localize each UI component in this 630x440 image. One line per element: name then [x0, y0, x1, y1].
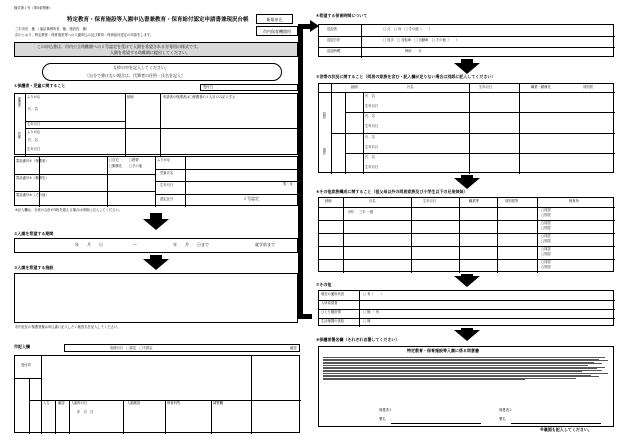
pickup-time-label: 送迎時間: [327, 49, 341, 53]
other-row3-option[interactable]: □ 無 ・ 有: [363, 310, 380, 314]
household-row2-name: 氏 名: [365, 114, 375, 118]
other-row3-label: ひとり親世帯: [321, 310, 341, 314]
household-row3-birth: 生年月日: [365, 145, 379, 149]
addressee: 三木市長 様 （福祉事務所長 様、施設長 様）: [15, 27, 90, 31]
section3-title: ③入園を希望する施設: [14, 265, 54, 270]
other-row4-option[interactable]: □ 無: [363, 319, 371, 323]
signature-guardian1-sign[interactable]: 署名: [379, 417, 386, 421]
section2-title: ②入園を希望する期間: [14, 231, 54, 236]
facility-box[interactable]: [14, 273, 298, 323]
flow-arrow-3: [454, 63, 480, 74]
family-row1-opt-live[interactable]: □同居: [541, 208, 551, 212]
notice-banner: [14, 42, 298, 57]
family-example-name: 三木 一郎: [359, 210, 374, 214]
intro-text: 次のとおり、特定教育・保育施設等への入園申込み及び教育・保育給付認定の申請をします。: [15, 33, 154, 37]
connector-vertical: [298, 24, 303, 319]
household-row1-birth: 生年月日: [365, 104, 379, 108]
section7-title: ⑦その他: [316, 282, 332, 287]
household-row2-birth: 生年月日: [365, 124, 379, 128]
period-tilde: 〜: [133, 242, 137, 247]
section8-title: ⑧保護者署名欄（それぞれ自署してください）: [316, 337, 400, 342]
family-col-name: 氏名: [369, 199, 376, 203]
back-side-note: ※裏面も記入してください。: [540, 427, 592, 432]
section5-title: ⑤世帯の状況に関すること（同居の家族を含む・記入欄が足りない場合は別紙に記入してください）: [316, 74, 496, 79]
pickup-person-options[interactable]: □ 父 □ 母 □ その他（ ）: [383, 27, 432, 31]
household-col-birth: 生年月日: [479, 84, 493, 89]
office-col-confirm: 確認: [58, 401, 65, 405]
pickup-person-label: 送迎者: [327, 27, 337, 31]
instruction-line-2: （自分で書けない場合は、代筆者の住所・氏名を記入）: [85, 72, 185, 78]
period-box: [14, 238, 298, 253]
connector-bottom: [298, 314, 312, 319]
flow-arrow-1: [143, 219, 169, 230]
form-title: 特定教育・保育施設等入園申込書兼教育・保育給付認定申請書兼現況台帳: [67, 17, 249, 23]
office-check-label: 確認: [290, 345, 297, 350]
consent-title: 特定教育・保育施設等入園に係る同意書: [407, 348, 479, 353]
family-table: [318, 197, 614, 272]
family-example-label: （例）: [346, 210, 356, 214]
family-col-birth: 生年月日: [423, 199, 437, 203]
office-col-entry-date: 入園年月日: [71, 401, 88, 405]
period-from[interactable]: 年 月 日: [75, 242, 103, 247]
notice-line-1: この申込書は、市内公立幼稚園への１号認定を受けて入園を希望される方専用の様式です。: [37, 43, 201, 49]
household-row1-name: 氏 名: [365, 94, 375, 98]
household-col-relation: 続柄: [351, 84, 358, 89]
section1-title: ①保護者・児童に関すること: [14, 83, 66, 88]
family-row3-opt-separate[interactable]: □別居: [541, 239, 551, 243]
notice-line-2: 入園を希望する幼稚園に提出してください。: [110, 50, 190, 55]
other-row1-label: 現在の通所状況: [321, 292, 345, 296]
household-table: [318, 83, 614, 173]
family-col-status: 同別居等: [505, 199, 519, 203]
office-row-1: [64, 344, 300, 352]
flow-arrow-5: [454, 276, 480, 287]
office-col-fee: 保育料等: [167, 401, 181, 405]
instruction-box: [42, 63, 282, 81]
form-number: 様式第１号（第5条関係）: [14, 6, 53, 10]
cert-category-label: 認定区分: [160, 197, 174, 201]
reception-date-box: [200, 84, 298, 91]
household-row4-birth: 生年月日: [365, 165, 379, 169]
period-until[interactable]: 就学前まで: [255, 242, 275, 247]
instruction-line-1: 太枠の中を記入してください。: [113, 65, 169, 70]
other-row2-label: 入所希望者: [321, 301, 338, 305]
office-col-input: 入力: [43, 401, 50, 405]
guardian-note: 申請者の保護者は□保護者の１人目のみ記入する: [163, 95, 236, 99]
flow-arrow-6: [454, 330, 480, 341]
family-row2-opt-separate[interactable]: □別居: [541, 226, 551, 230]
family-col-job: 職業等: [469, 199, 479, 203]
household-col-job: 職業・勤務先: [531, 84, 551, 89]
contact-opt-work[interactable]: □勤務先: [109, 164, 123, 168]
contact-row-3-label: 電話番号③（その他）: [16, 193, 49, 197]
office-title: 市記入欄: [14, 344, 30, 349]
signature-guardian2-sign[interactable]: 署名: [499, 417, 506, 421]
consent-body-lines: [323, 357, 611, 380]
child-furigana-label: ふりがな: [27, 130, 41, 134]
contact-block: [14, 156, 298, 206]
contact-row-1-label: 電話番号①（保護者）: [16, 159, 49, 163]
child2-name-label: 児童氏名: [160, 171, 174, 175]
child-label: 児童: [16, 132, 21, 139]
section1-footnote: ※記入欄は、全体の合計が3桁を超える場合は別紙に記入してください。: [15, 208, 123, 212]
guardian-furigana-label: ふりがな: [27, 95, 41, 99]
child-birth-label: 生年月日: [27, 147, 41, 151]
household-row4-name: 氏 名: [365, 155, 375, 159]
contact-row-2-label: 電話番号②（勤務先）: [16, 176, 49, 180]
family-row4-opt-separate[interactable]: □別居: [541, 252, 551, 256]
household-row3-name: 氏 名: [365, 135, 375, 139]
cert-category-value: １号認定: [243, 196, 259, 201]
office-block: [14, 355, 300, 433]
family-row5-opt-live[interactable]: □同居: [541, 260, 551, 264]
consent-box: [318, 346, 614, 427]
office-row1-text: 処理月日 □認定 □不認定: [110, 345, 153, 350]
family-col-nursery: 保育所: [569, 199, 579, 203]
pickup-table: [318, 24, 614, 57]
household-group-separate: 別居: [321, 148, 326, 155]
signature-guardian2-label: 保護者２: [499, 408, 513, 412]
gender-options[interactable]: 男・女: [283, 182, 293, 186]
pickup-time-options[interactable]: 時頃 分: [405, 49, 422, 53]
family-row3-opt-live[interactable]: □同居: [541, 234, 551, 238]
guardian-label: 保護者: [16, 97, 21, 107]
city-use-label: 市内保育機関用: [256, 26, 298, 36]
child-name-label: 氏 名: [28, 138, 38, 142]
guardian-birth-label: 生年月日: [27, 122, 41, 126]
other-row1-option[interactable]: □ 有（ ）: [363, 292, 384, 296]
section4-title: ④希望する保育時間について: [316, 13, 368, 18]
section6-title: ⑥その他家族構成に関すること（祖父母以外の同居家族及び小学生以下の兄弟姉妹）: [316, 189, 468, 194]
family-row4-opt-live[interactable]: □同居: [541, 247, 551, 251]
office-col-facility: 入園施設: [127, 401, 141, 405]
contact-opt-mobile[interactable]: □携帯: [129, 158, 139, 162]
pickup-method-options[interactable]: □ 徒歩 □ 自転車 □ 自動車 □ その他（ ）: [383, 38, 459, 42]
reception-date-label: 受付日: [203, 85, 213, 89]
other-row4-label: 生活保護の受給: [321, 319, 345, 323]
family-col-relation: 続柄: [325, 199, 332, 203]
guardian-relation-label: 続柄: [127, 95, 134, 99]
flow-arrow-2: [143, 259, 169, 270]
flow-arrow-4: [454, 178, 480, 189]
pickup-method-label: 送迎方法: [327, 38, 341, 42]
period-to[interactable]: 年 月 日まで: [173, 242, 209, 247]
family-row1-opt-separate[interactable]: □別居: [541, 213, 551, 217]
new-application-label: 新規申込: [256, 14, 293, 24]
child2-furigana-label: ふりがな: [157, 158, 171, 162]
family-row2-opt-live[interactable]: □同居: [541, 221, 551, 225]
office-stamp-label: 受付印: [21, 363, 31, 367]
contact-opt-home[interactable]: □自宅: [109, 158, 119, 162]
guardian-name-label: 氏 名: [28, 107, 38, 111]
signature-guardian1-label: 保護者１: [379, 408, 393, 412]
family-row5-opt-separate[interactable]: □別居: [541, 265, 551, 269]
household-col-name: 氏名: [407, 84, 414, 89]
household-col-live: 同別居: [583, 84, 593, 89]
office-date-unit: 年 月 日: [77, 410, 94, 414]
household-group-living: 同居: [321, 112, 326, 119]
section3-note: 市内在住の保護者様は申込書に記入したい施設名を記入してください。: [15, 325, 121, 329]
other-table: [318, 290, 614, 326]
contact-opt-other[interactable]: □その他: [129, 164, 143, 168]
office-col-adjust: 調整欄: [213, 401, 223, 405]
guardian-block: [14, 93, 298, 155]
child2-birth-label: 生年月日: [160, 183, 174, 187]
